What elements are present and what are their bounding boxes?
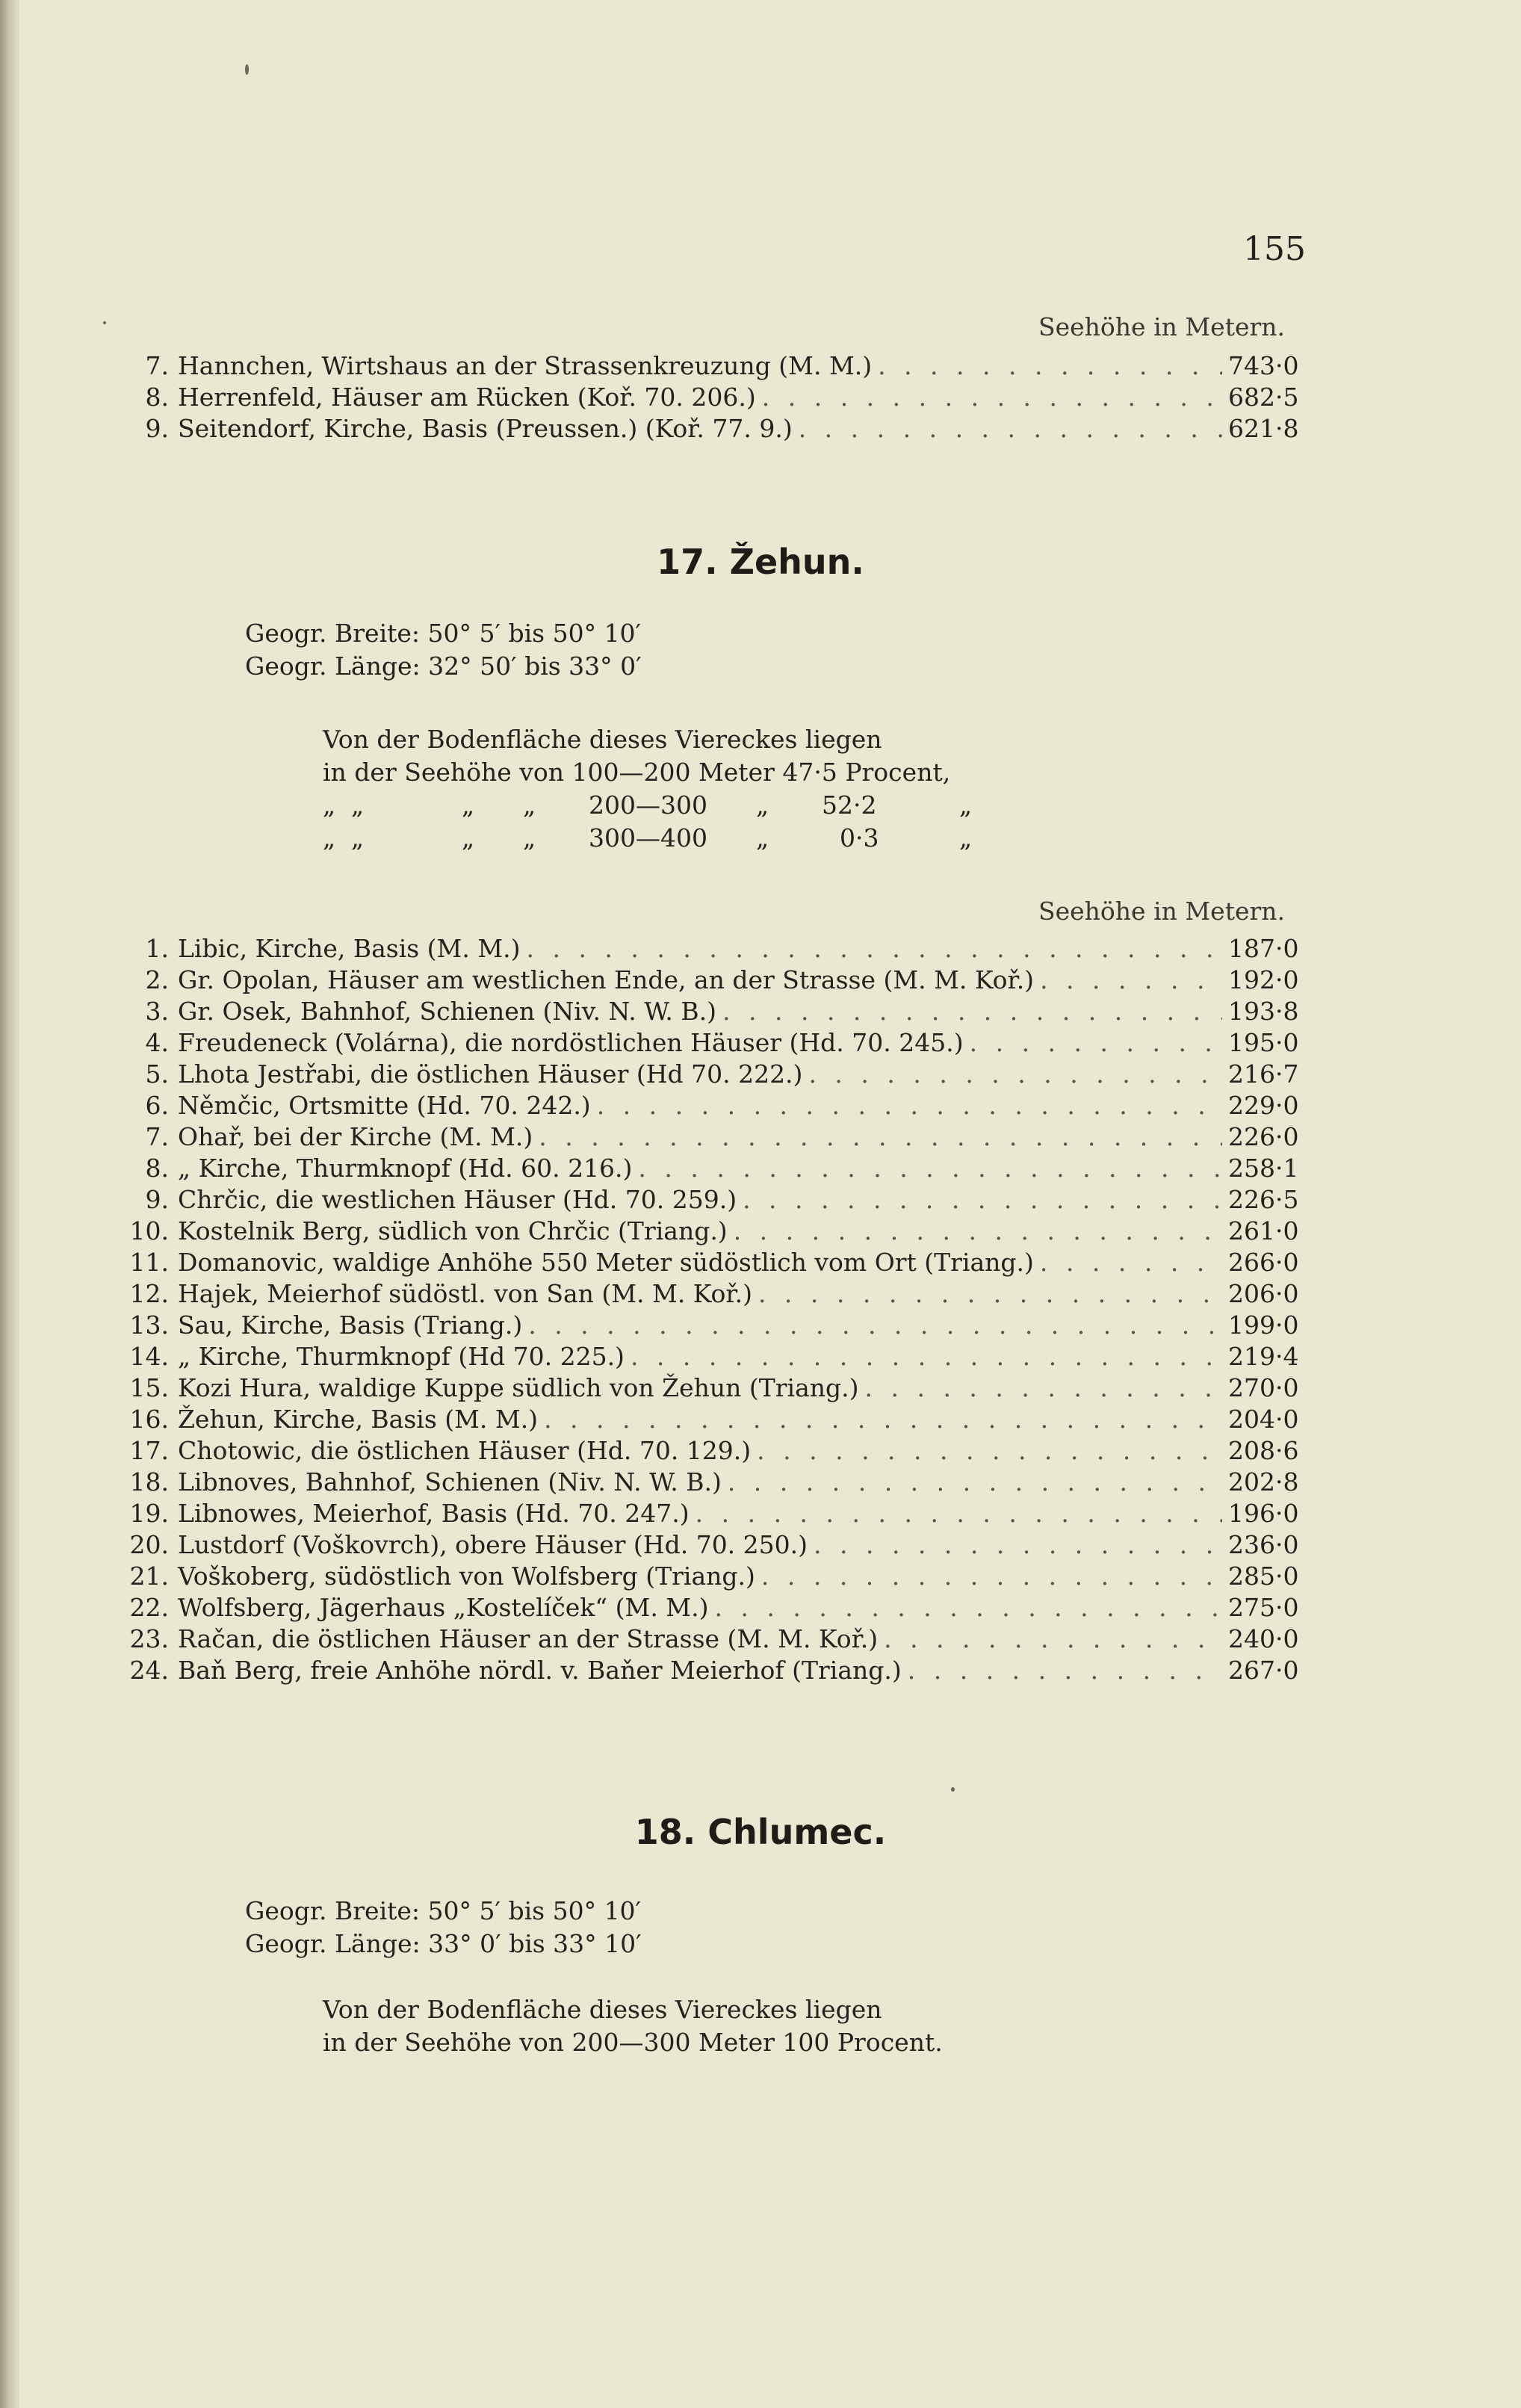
entry-name: Němčic, Ortsmitte (Hd. 70. 242.)	[178, 1091, 591, 1120]
list-item	[112, 1593, 1299, 1624]
list-item	[112, 1467, 1299, 1499]
entry-number: 11.	[129, 1248, 169, 1277]
list-item	[112, 1122, 1299, 1154]
leader-dots	[814, 1530, 1222, 1559]
entry-height-value: 226·0	[1228, 1122, 1299, 1151]
list-item	[112, 1279, 1299, 1310]
entry-height-value: 236·0	[1228, 1530, 1299, 1559]
list-item	[112, 1028, 1299, 1059]
leader-dots	[544, 1405, 1222, 1434]
entry-name: Domanovic, waldige Anhöhe 550 Meter südöstlich vom Ort (Triang.)	[178, 1248, 1034, 1277]
entry-name: „ Kirche, Thurmknopf (Hd 70. 225.)	[178, 1342, 625, 1371]
entry-number: 8.	[145, 383, 169, 412]
entry-height-value: 206·0	[1228, 1279, 1299, 1308]
entry-name: Sau, Kirche, Basis (Triang.)	[178, 1310, 523, 1340]
ditto-mark: „	[959, 823, 973, 852]
entry-height-value: 226·5	[1228, 1185, 1299, 1214]
column-header-2: Seehöhe in Metern.	[1038, 897, 1285, 926]
leader-dots	[728, 1467, 1222, 1497]
intro-line-2: in der Seehöhe von 100—200 Meter 47·5 Procent,	[323, 758, 951, 787]
entry-number: 10.	[129, 1216, 169, 1245]
distribution-row-2	[323, 790, 973, 823]
entry-number: 18.	[129, 1467, 169, 1497]
entry-number: 24.	[129, 1656, 169, 1685]
entry-number: 16.	[129, 1405, 169, 1434]
latitude-line: Geogr. Breite: 50° 5′ bis 50° 10′	[245, 1896, 642, 1925]
entry-number: 14.	[129, 1342, 169, 1371]
section-title-zehun: 17. Žehun.	[657, 542, 864, 582]
entry-number: 21.	[129, 1562, 169, 1591]
list-item	[112, 1154, 1299, 1185]
intro-line-1: Von der Bodenfläche dieses Viereckes liegen	[323, 725, 882, 754]
entry-height-value: 192·0	[1228, 965, 1299, 994]
page-number: 155	[1243, 230, 1306, 268]
ditto-mark: „	[959, 790, 973, 820]
list-item	[112, 1656, 1299, 1687]
list-item	[112, 1216, 1299, 1248]
entry-number: 5.	[145, 1059, 169, 1089]
ditto-mark: „	[462, 823, 475, 852]
section-title-chlumec: 18. Chlumec.	[634, 1812, 887, 1852]
entry-number: 3.	[145, 997, 169, 1026]
entry-height-value: 219·4	[1228, 1342, 1299, 1371]
entry-number: 19.	[129, 1499, 169, 1528]
entry-name: Kozi Hura, waldige Kuppe südlich von Žehun (Triang.)	[178, 1373, 859, 1402]
ink-speck	[951, 1787, 955, 1792]
leader-dots	[722, 997, 1222, 1026]
entry-height-value: 193·8	[1228, 997, 1299, 1026]
list-item	[112, 1530, 1299, 1562]
ink-speck	[103, 321, 106, 324]
entry-number: 22.	[129, 1593, 169, 1622]
entry-number: 8.	[145, 1154, 169, 1183]
entry-height-value: 261·0	[1228, 1216, 1299, 1245]
list-item	[112, 1624, 1299, 1656]
entry-name: Freudeneck (Volárna), die nordöstlichen Häuser (Hd. 70. 245.)	[178, 1028, 964, 1057]
entry-name: Gr. Opolan, Häuser am westlichen Ende, an der Strasse (M. M. Koř.)	[178, 965, 1035, 994]
entry-number: 7.	[145, 1122, 169, 1151]
leader-dots	[734, 1216, 1222, 1245]
entry-number: 9.	[145, 1185, 169, 1214]
percent-value: 0·3	[840, 823, 879, 852]
area-distribution-zehun	[323, 725, 973, 856]
entry-height-value: 621·8	[1228, 414, 1299, 443]
entry-name: Lustdorf (Voškovrch), obere Häuser (Hd. 70. 250.)	[178, 1530, 808, 1559]
entry-name: Herrenfeld, Häuser am Rücken (Koř. 70. 206.)	[178, 383, 756, 412]
page-edge-shadow	[0, 0, 19, 2408]
entry-number: 12.	[129, 1279, 169, 1308]
entry-name: Kostelnik Berg, südlich von Chrčic (Triang.)	[178, 1216, 728, 1245]
list-item	[112, 1405, 1299, 1436]
entry-name: Hannchen, Wirtshaus an der Strassenkreuzung (M. M.)	[178, 351, 873, 380]
leader-dots	[526, 934, 1222, 963]
ditto-mark: „	[523, 790, 536, 820]
entry-number: 6.	[145, 1091, 169, 1120]
ditto-mark: „	[756, 790, 769, 820]
list-item	[112, 1562, 1299, 1593]
zehun-entry-list	[112, 934, 1299, 1687]
list-item	[112, 1373, 1299, 1405]
leader-dots	[761, 1562, 1222, 1591]
latitude-line: Geogr. Breite: 50° 5′ bis 50° 10′	[245, 619, 642, 648]
leader-dots	[878, 351, 1222, 380]
list-item	[112, 414, 1299, 445]
entry-height-value: 196·0	[1228, 1499, 1299, 1528]
entry-number: 15.	[129, 1373, 169, 1402]
entry-height-value: 285·0	[1228, 1562, 1299, 1591]
leader-dots	[597, 1091, 1222, 1120]
entry-number: 7.	[145, 351, 169, 380]
entry-name: Libnowes, Meierhof, Basis (Hd. 70. 247.)	[178, 1499, 690, 1528]
entry-name: „ Kirche, Thurmknopf (Hd. 60. 216.)	[178, 1154, 633, 1183]
leader-dots	[970, 1028, 1222, 1057]
leader-dots	[884, 1624, 1222, 1653]
list-item	[112, 383, 1299, 414]
leader-dots	[539, 1122, 1222, 1151]
entry-height-value: 743·0	[1228, 351, 1299, 380]
entry-name: Libnoves, Bahnhof, Schienen (Niv. N. W. B.)	[178, 1467, 722, 1497]
coordinates-zehun	[245, 619, 642, 684]
entry-number: 20.	[129, 1530, 169, 1559]
leader-dots	[631, 1342, 1222, 1371]
entry-name: Hajek, Meierhof südöstl. von San (M. M. Koř.)	[178, 1279, 752, 1308]
entry-height-value: 267·0	[1228, 1656, 1299, 1685]
entry-name: Gr. Osek, Bahnhof, Schienen (Niv. N. W. B.)	[178, 997, 717, 1026]
entry-height-value: 195·0	[1228, 1028, 1299, 1057]
ditto-mark: „	[756, 823, 769, 852]
ditto-mark: „	[351, 790, 365, 820]
entry-height-value: 199·0	[1228, 1310, 1299, 1340]
list-item	[112, 1310, 1299, 1342]
entry-height-value: 216·7	[1228, 1059, 1299, 1089]
intro-line-2: in der Seehöhe von 200—300 Meter 100 Procent.	[323, 2028, 943, 2057]
leader-dots	[638, 1154, 1222, 1183]
column-header: Seehöhe in Metern.	[1038, 312, 1285, 341]
list-item	[112, 1091, 1299, 1122]
leader-dots	[1040, 1248, 1222, 1277]
entry-height-value: 258·1	[1228, 1154, 1299, 1183]
leader-dots	[714, 1593, 1222, 1622]
height-range: 200—300	[589, 790, 707, 820]
entry-name: Lhota Jestřabi, die östlichen Häuser (Hd 70. 222.)	[178, 1059, 803, 1089]
list-item	[112, 351, 1299, 383]
leader-dots	[865, 1373, 1222, 1402]
entry-height-value: 229·0	[1228, 1091, 1299, 1120]
entry-height-value: 202·8	[1228, 1467, 1299, 1497]
entry-number: 23.	[129, 1624, 169, 1653]
entry-number: 4.	[145, 1028, 169, 1057]
leader-dots	[696, 1499, 1222, 1528]
list-item	[112, 1342, 1299, 1373]
entry-number: 1.	[145, 934, 169, 963]
entry-name: Wolfsberg, Jägerhaus „Kostelíček“ (M. M.)	[178, 1593, 709, 1622]
list-item	[112, 1436, 1299, 1467]
intro-line-1: Von der Bodenfläche dieses Viereckes liegen	[323, 1995, 882, 2024]
list-item	[112, 1248, 1299, 1279]
entry-name: Libic, Kirche, Basis (M. M.)	[178, 934, 521, 963]
entry-name: Chrčic, die westlichen Häuser (Hd. 70. 259.)	[178, 1185, 737, 1214]
leader-dots	[743, 1185, 1222, 1214]
area-distribution-chlumec	[323, 1995, 943, 2061]
top-entry-list	[112, 351, 1299, 445]
percent-value: 52·2	[822, 790, 877, 820]
entry-height-value: 208·6	[1228, 1436, 1299, 1465]
entry-name: Ohař, bei der Kirche (M. M.)	[178, 1122, 533, 1151]
entry-name: Voškoberg, südöstlich von Wolfsberg (Triang.)	[178, 1562, 755, 1591]
entry-height-value: 275·0	[1228, 1593, 1299, 1622]
entry-number: 9.	[145, 414, 169, 443]
entry-height-value: 270·0	[1228, 1373, 1299, 1402]
entry-height-value: 240·0	[1228, 1624, 1299, 1653]
ditto-mark: „	[351, 823, 365, 852]
leader-dots	[757, 1436, 1222, 1465]
ditto-mark: „	[323, 823, 336, 852]
entry-number: 17.	[129, 1436, 169, 1465]
ditto-mark: „	[323, 790, 336, 820]
entry-height-value: 187·0	[1228, 934, 1299, 963]
entry-number: 2.	[145, 965, 169, 994]
entry-name: Chotowic, die östlichen Häuser (Hd. 70. 129.)	[178, 1436, 752, 1465]
entry-height-value: 266·0	[1228, 1248, 1299, 1277]
list-item	[112, 1185, 1299, 1216]
list-item	[112, 934, 1299, 965]
height-range: 300—400	[589, 823, 707, 852]
leader-dots	[528, 1310, 1222, 1340]
longitude-line: Geogr. Länge: 32° 50′ bis 33° 0′	[245, 651, 642, 681]
entry-height-value: 682·5	[1228, 383, 1299, 412]
leader-dots	[1040, 965, 1222, 994]
leader-dots	[762, 383, 1222, 412]
leader-dots	[808, 1059, 1222, 1089]
distribution-row-3	[323, 823, 973, 856]
leader-dots	[908, 1656, 1222, 1685]
ditto-mark: „	[462, 790, 475, 820]
entry-number: 13.	[129, 1310, 169, 1340]
ink-speck	[245, 64, 249, 75]
leader-dots	[758, 1279, 1222, 1308]
list-item	[112, 965, 1299, 997]
entry-name: Račan, die östlichen Häuser an der Strasse (M. M. Koř.)	[178, 1624, 879, 1653]
list-item	[112, 997, 1299, 1028]
list-item	[112, 1059, 1299, 1091]
entry-name: Seitendorf, Kirche, Basis (Preussen.) (Koř. 77. 9.)	[178, 414, 793, 443]
entry-height-value: 204·0	[1228, 1405, 1299, 1434]
longitude-line: Geogr. Länge: 33° 0′ bis 33° 10′	[245, 1929, 642, 1958]
entry-name: Žehun, Kirche, Basis (M. M.)	[178, 1405, 539, 1434]
list-item	[112, 1499, 1299, 1530]
leader-dots	[799, 414, 1222, 443]
ditto-mark: „	[523, 823, 536, 852]
coordinates-chlumec	[245, 1896, 642, 1962]
entry-name: Baň Berg, freie Anhöhe nördl. v. Baňer Meierhof (Triang.)	[178, 1656, 902, 1685]
